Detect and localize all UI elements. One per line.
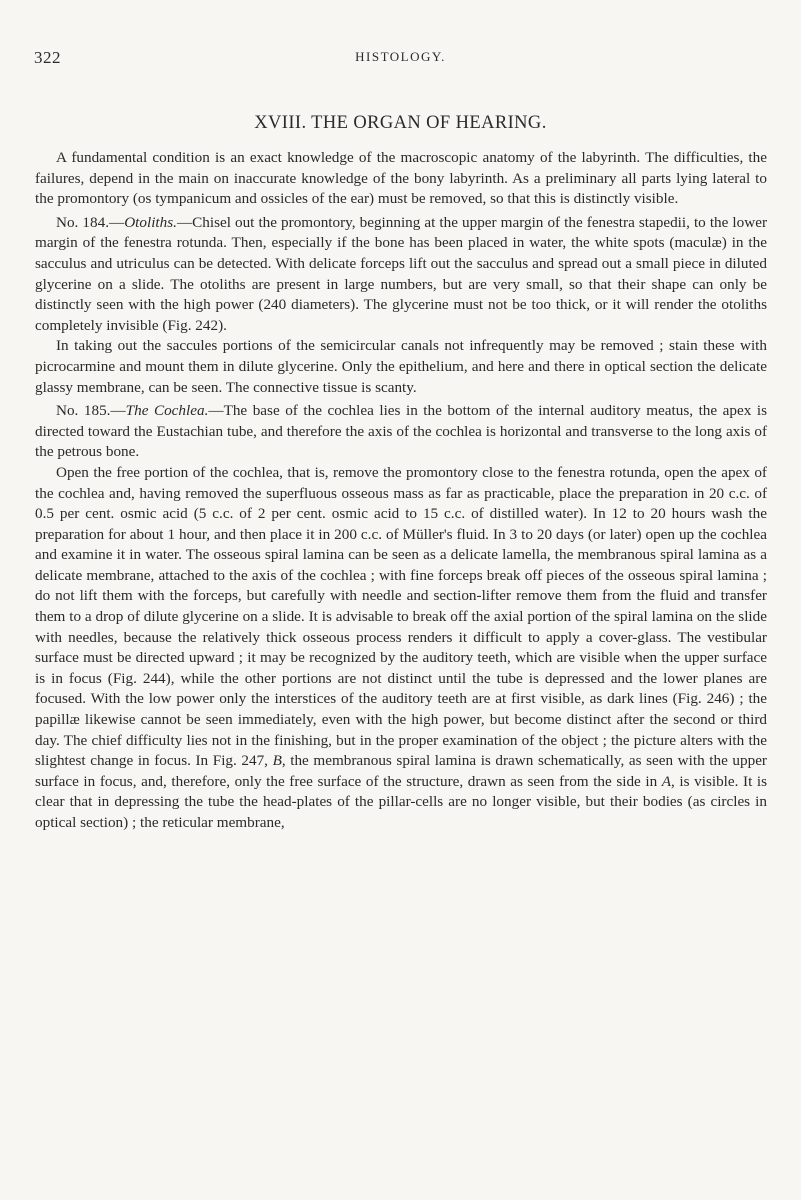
section-text: —Chisel out the promontory, beginning at the upper margin of the fenestra stapedii, to the lower margin of the fenestra rotunda. Then, especially if the bone has been placed in water, the white spots (maculæ) in the sacculus and utriculus can be detected. With delicate forceps lift out the sacculus and spread out a small piece in diluted glycerine on a slide. The otoliths are present in large numbers, but are very small, so that their shape can only be distinctly seen with the high power (240 diameters). The glycerine must not be too thick, or it will render the otoliths completely invisible (Fig. 242).	[35, 213, 767, 334]
paragraph-saccules: In taking out the saccules portions of the semicircular canals not infrequently may be removed ; stain these with picrocarmine and mount them in dilute glycerine. Only the epithelium, and here and there in optical section the delicate glassy membrane, can be seen. The connective tissue is scanty.	[35, 337, 767, 396]
chapter-title: XVIII. THE ORGAN OF HEARING.	[254, 113, 547, 133]
figure-label-b: B	[272, 752, 282, 770]
section-title: The Cochlea.	[125, 402, 209, 420]
body-text	[35, 148, 767, 837]
section-number: No. 184.—	[56, 213, 125, 231]
figure-label-a: A	[661, 772, 672, 790]
paragraph-text: , the membranous spiral lamina is drawn schematically, as seen with the upper surface in focus, and, therefore, only the free surface of the structure, drawn as seen from the side in	[35, 752, 767, 790]
section-number: No. 185.—	[56, 402, 126, 420]
section-text: —The base of the cochlea lies in the bottom of the internal auditory meatus, the apex is directed toward the Eustachian tube, and therefore the axis of the cochlea is horizontal and transverse to the long axis of the petrous bone.	[35, 402, 767, 461]
section-title: Otoliths.	[124, 213, 177, 231]
paragraph-text: Open the free portion of the cochlea, that is, remove the promontory close to the fenestra rotunda, open the apex of the cochlea and, having removed the superfluous osseous mass as far as practicable, place the preparation in 20 c.c. of 0.5 per cent. osmic acid (5 c.c. of 2 per cent. osmic acid to 15 c.c. of distilled water). In 12 to 20 hours wash the preparation for about 1 hour, and then place it in 200 c.c. of Müller's fluid. In 3 to 20 days (or later) open up the cochlea and examine it in water. The osseous spiral lamina can be seen as a delicate lamella, the membranous spiral lamina as a delicate membrane, attached to the axis of the cochlea ; with fine forceps break off pieces of the osseous spiral lamina ; do not lift them with the forceps, but carefully with needle and section-lifter remove them from the fluid and transfer them to a drop of dilute glycerine on a slide. It is advisable to break off the axial portion of the spiral lamina on the slide with needles, because the relatively thick osseous process renders it difficult to apply a cover-glass. The vestibular surface must be directed upward ; it may be recognized by the auditory teeth, which are visible when the upper surface is in focus (Fig. 244), while the other portions are not distinct until the tube is depressed and the lower planes are focused. With the low power only the interstices of the auditory teeth are at first visible, as dark lines (Fig. 246) ; the papillæ likewise cannot be seen immediately, even with the high power, but become distinct after the second or third day. The chief difficulty lies not in the finishing, but in the proper examination of the object ; the picture alters with the slightest change in focus. In Fig. 247,	[35, 463, 767, 770]
paragraph-no185	[35, 401, 767, 463]
paragraph-no184	[35, 213, 767, 337]
paragraph-open-cochlea	[35, 463, 767, 834]
page-number: 322	[34, 48, 61, 67]
paragraph-text: , is visible. It is clear that in depressing the tube the head-plates of the pillar-cells are no longer visible, but their bodies (as circles in optical section) ; the reticular membrane,	[35, 772, 767, 831]
running-head: HISTOLOGY.	[355, 49, 446, 64]
paragraph-intro: A fundamental condition is an exact knowledge of the macroscopic anatomy of the labyrinth. The difficulties, the failures, depend in the main on inaccurate knowledge of the bony labyrinth. As a preliminary all parts lying lateral to the promontory (os tympanicum and ossicles of the ear) must be removed, so that this is distinctly visible.	[35, 149, 767, 208]
